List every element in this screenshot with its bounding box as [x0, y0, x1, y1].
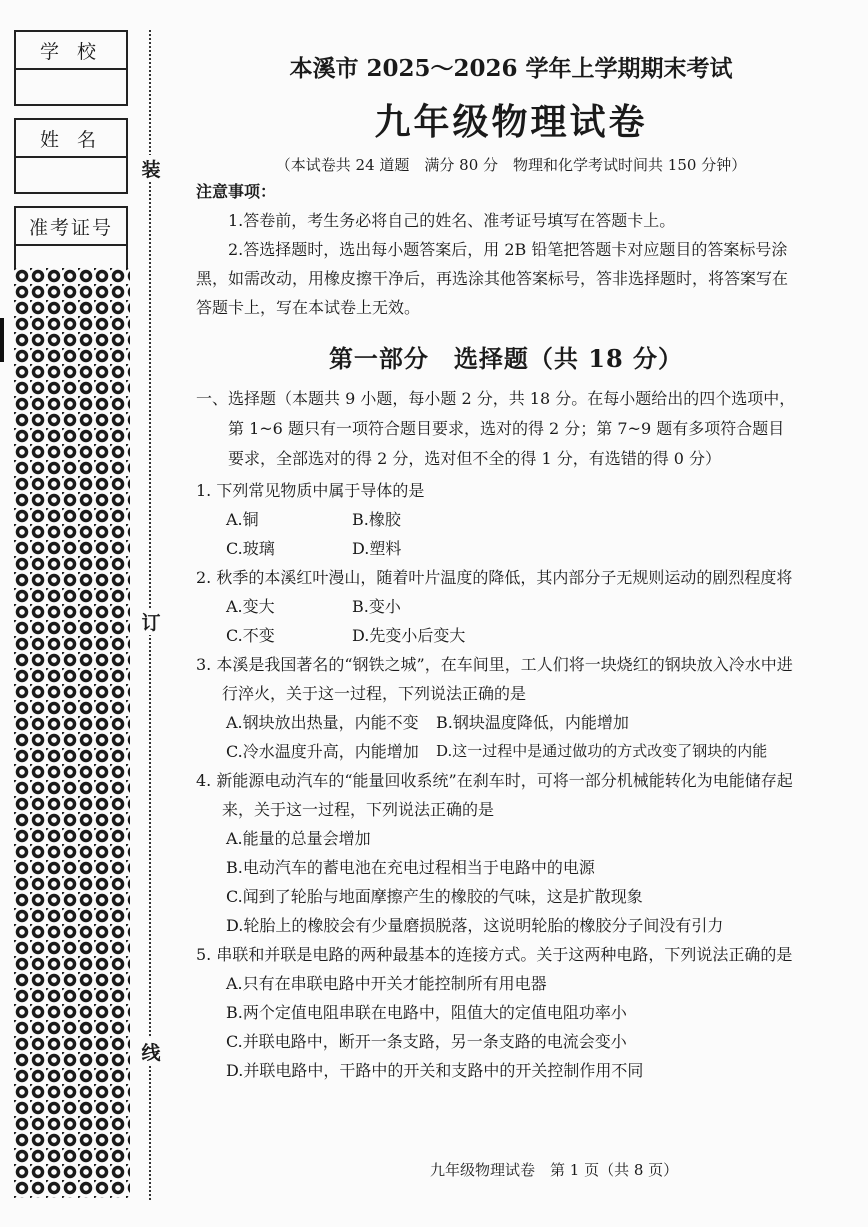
option-a: A.变大 — [226, 597, 275, 616]
question-3 — [196, 650, 796, 766]
option-b: B.电动汽车的蓄电池在充电过程相当于电路中的电源 — [226, 858, 595, 877]
field-label-exam-id: 准考证号 — [14, 206, 128, 244]
options — [196, 505, 796, 563]
option-d: D.这一过程中是通过做功的方式改变了钢块的内能 — [436, 742, 768, 760]
option-c: C.闻到了轮胎与地面摩擦产生的橡胶的气味，这是扩散现象 — [226, 887, 643, 906]
question-stem — [196, 650, 796, 708]
field-label-school: 学 校 — [14, 30, 128, 68]
binding-char-ding: 订 — [141, 608, 161, 635]
name-input-box[interactable] — [14, 156, 128, 194]
question-text: 新能源电动汽车的“能量回收系统”在刹车时，可将一部分机械能转化为电能储存起来，关于这一过程，下列说法正确的是 — [216, 771, 793, 819]
notice-title: 注意事项： — [196, 182, 277, 201]
field-school — [14, 30, 128, 106]
binding-sidebar — [14, 30, 128, 294]
option-b: B.两个定值电阻串联在电路中，阻值大的定值电阻功率小 — [226, 1003, 627, 1022]
question-number: 3. — [196, 655, 212, 674]
paper-title: 九年级物理试卷 — [374, 101, 648, 143]
option-c: C.冷水温度升高，内能增加 — [226, 742, 419, 761]
option-a: A.只有在串联电路中开关才能控制所有用电器 — [226, 974, 547, 993]
field-label-name: 姓 名 — [14, 118, 128, 156]
notice-item: 1.答卷前，考生务必将自己的姓名、准考证号填写在答题卡上。 — [228, 211, 676, 230]
exam-name: 本溪市 2025～2026 学年上学期期末考试 — [289, 55, 733, 82]
option-a: A.能量的总量会增加 — [226, 829, 371, 848]
option-b: B.橡胶 — [352, 510, 401, 529]
page-footer: 九年级物理试卷 第 1 页（共 8 页） — [430, 1161, 679, 1179]
question-stem — [196, 940, 796, 969]
option-d: D.塑料 — [352, 539, 402, 558]
part-title: 第一部分 选择题（共 18 分） — [328, 344, 684, 373]
section-instruction: 一、选择题（本题共 9 小题，每小题 2 分，共 18 分。在每小题给出的四个选项中，第 1~6 题只有一项符合题目要求，选对的得 2 分；第 7~9 题有多项符合题目要求，全部选对的得 2 分，选对但不全的得 1 分，有选错的得 0 分） — [196, 389, 796, 468]
question-stem — [196, 563, 796, 592]
question-text: 本溪是我国著名的“钢铁之城”，在车间里，工人们将一块烧红的钢块放入冷水中进行淬火，关于这一过程，下列说法正确的是 — [216, 655, 793, 703]
options — [196, 708, 796, 766]
options — [196, 592, 796, 650]
question-text: 下列常见物质中属于导体的是 — [216, 481, 425, 500]
paper-info: （本试卷共 24 道题 满分 80 分 物理和化学考试时间共 150 分钟） — [275, 156, 747, 174]
option-d: D.并联电路中，干路中的开关和支路中的开关控制作用不同 — [226, 1061, 644, 1080]
options — [196, 824, 796, 940]
exam-content — [196, 52, 796, 1085]
question-2 — [196, 563, 796, 650]
question-number: 5. — [196, 945, 212, 964]
option-c: C.玻璃 — [226, 539, 275, 558]
notice-section — [196, 178, 796, 322]
option-d: D.轮胎上的橡胶会有少量磨损脱落，这说明轮胎的橡胶分子间没有引力 — [226, 916, 724, 935]
option-c: C.并联电路中，断开一条支路，另一条支路的电流会变小 — [226, 1032, 627, 1051]
question-4 — [196, 766, 796, 940]
option-a: A.铜 — [226, 510, 259, 529]
question-text: 秋季的本溪红叶漫山，随着叶片温度的降低，其内部分子无规则运动的剧烈程度将 — [216, 568, 793, 587]
option-b: B.钢块温度降低，内能增加 — [436, 713, 629, 732]
question-stem — [196, 476, 796, 505]
edge-mark — [0, 318, 4, 362]
question-number: 1. — [196, 481, 212, 500]
school-input-box[interactable] — [14, 68, 128, 106]
question-number: 2. — [196, 568, 212, 587]
options — [196, 969, 796, 1085]
question-5 — [196, 940, 796, 1085]
option-a: A.钢块放出热量，内能不变 — [226, 713, 419, 732]
question-number: 4. — [196, 771, 212, 790]
question-text: 串联和并联是电路的两种最基本的连接方式。关于这两种电路，下列说法正确的是 — [216, 945, 793, 964]
binding-char-xian: 线 — [141, 1038, 161, 1065]
notice-item-text: 2.答选择题时，选出每小题答案后，用 2B 铅笔把答题卡对应题目的答案标号涂黑，如需改动，用橡皮擦干净后，再选涂其他答案标号，答非选择题时，将答案写在答题卡上，写在本试卷上无效。 — [196, 240, 789, 317]
option-c: C.不变 — [226, 626, 275, 645]
decorative-pattern-strip — [14, 268, 130, 1198]
question-1 — [196, 476, 796, 563]
option-b: B.变小 — [352, 597, 401, 616]
question-stem — [196, 766, 796, 824]
option-d: D.先变小后变大 — [352, 626, 466, 645]
notice-item — [196, 235, 796, 322]
field-name — [14, 118, 128, 194]
binding-char-zhuang: 装 — [141, 155, 161, 182]
